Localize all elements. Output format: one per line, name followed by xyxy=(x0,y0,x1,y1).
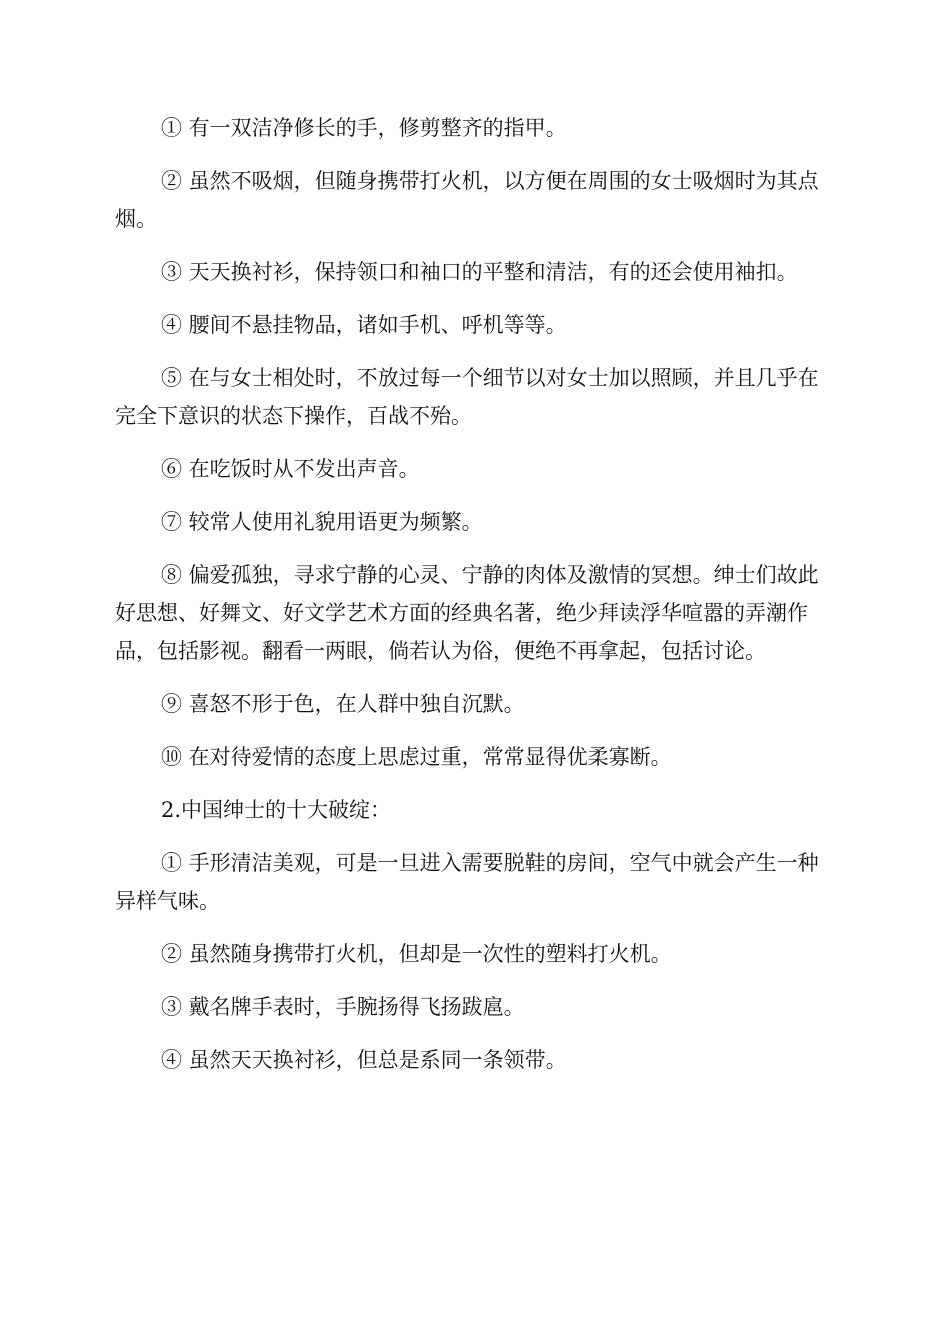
paragraph-trait-6: ⑥ 在吃饭时从不发出声音。 xyxy=(161,457,420,481)
paragraph-trait-10: ⑩ 在对待爱情的态度上思虑过重，常常显得优柔寡断。 xyxy=(161,745,672,769)
paragraph-trait-2: ② 虽然不吸烟，但随身携带打火机，以方便在周围的女士吸烟时为其点烟。 xyxy=(115,169,819,231)
paragraph-flaw-4: ④ 虽然天天换衬衫，但总是系同一条领带。 xyxy=(161,1048,567,1072)
paragraph-trait-4: ④ 腰间不悬挂物品，诸如手机、呼机等等。 xyxy=(161,313,567,337)
section-heading-flaws: 2.中国绅士的十大破绽： xyxy=(161,798,392,822)
paragraph-trait-1: ① 有一双洁净修长的手，修剪整齐的指甲。 xyxy=(161,116,567,140)
paragraph-flaw-3: ③ 戴名牌手表时，手腕扬得飞扬跋扈。 xyxy=(161,995,525,1019)
paragraph-trait-3: ③ 天天换衬衫，保持领口和袖口的平整和清洁，有的还会使用袖扣。 xyxy=(161,260,798,284)
paragraph-flaw-2: ② 虽然随身携带打火机，但却是一次性的塑料打火机。 xyxy=(161,942,672,966)
paragraph-trait-8: ⑧ 偏爱孤独，寻求宁静的心灵、宁静的肉体及激情的冥想。绅士们故此好思想、好舞文、好文学艺术方面的经典名著，绝少拜读浮华喧嚣的弄潮作品，包括影视。翻看一两眼，倘若认为俗，便绝不再拿起，包括讨论。 xyxy=(115,563,819,663)
paragraph-trait-5: ⑤ 在与女士相处时，不放过每一个细节以对女士加以照顾，并且几乎在完全下意识的状态下操作，百战不殆。 xyxy=(115,366,819,428)
paragraph-flaw-1: ① 手形清洁美观，可是一旦进入需要脱鞋的房间，空气中就会产生一种异样气味。 xyxy=(115,851,819,913)
paragraph-trait-9: ⑨ 喜怒不形于色，在人群中独自沉默。 xyxy=(161,692,525,716)
document-page xyxy=(115,109,827,1094)
paragraph-trait-7: ⑦ 较常人使用礼貌用语更为频繁。 xyxy=(161,510,483,534)
